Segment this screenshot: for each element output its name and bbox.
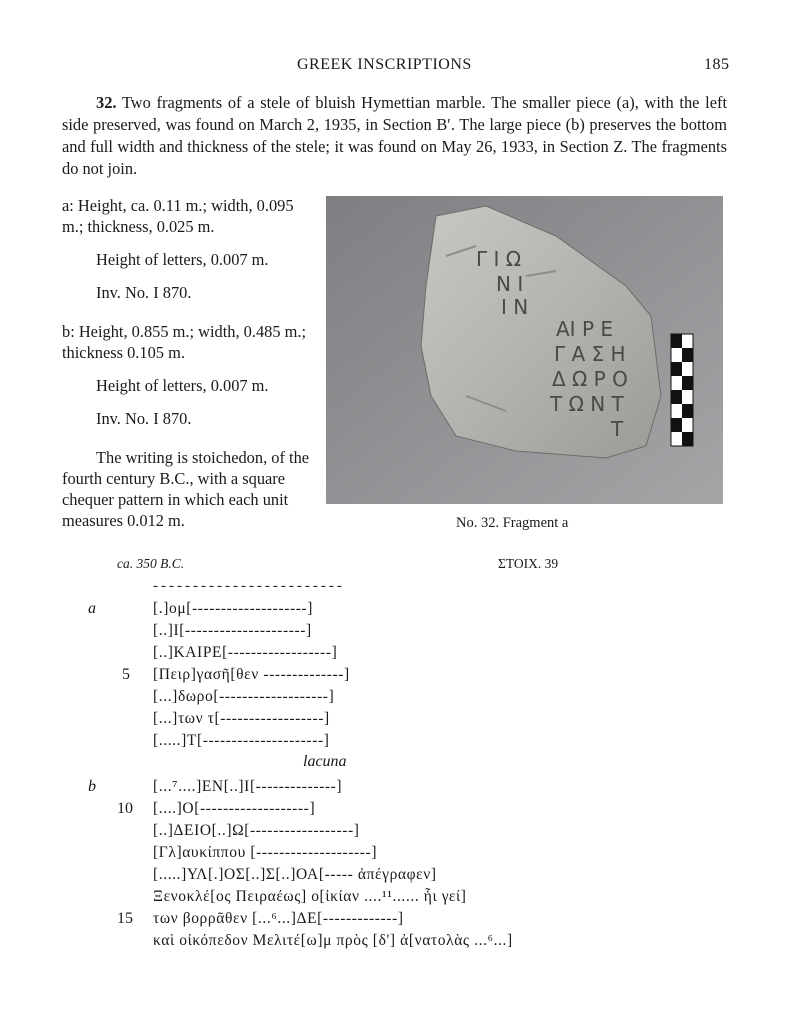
inscription-line: [..]ΚΑΙΡΕ[------------------] [153, 644, 338, 661]
stone-letters: Ι Ν [501, 295, 529, 319]
inscription-line: [Γλ]αυκίππου [--------------------] [153, 844, 378, 861]
inscription-line: [.....]Τ[---------------------] [153, 732, 330, 749]
inscription-line: [Πειρ]γασῆ[θεν --------------] [153, 666, 350, 683]
stone-letters: ΑΙ Ρ Ε [556, 317, 613, 341]
page-number: 185 [704, 56, 730, 73]
stoichedon-count: ΣΤΟΙΧ. 39 [498, 556, 559, 571]
line-number: 10 [117, 800, 133, 817]
inscription-line: [.....]ΥΛ[.]ΟΣ[..]Σ[..]ΟΑ[----- ἀπέγραφεν] [153, 866, 437, 883]
fragment-b-inventory: Inv. No. I 870. [96, 409, 192, 428]
scale-bar [671, 334, 693, 446]
stone-letters: Γ Ι Ω [476, 247, 522, 271]
inscription-line: [..]Ι[---------------------] [153, 622, 312, 639]
stone-letters: Τ Ω Ν Τ [550, 392, 624, 416]
top-dash-line: ------------------------ [153, 578, 345, 594]
inscription-line: [...]των τ[------------------] [153, 710, 330, 727]
lacuna-label: lacuna [303, 753, 347, 770]
stone-letters: Ν Ι [496, 272, 524, 296]
fragment-a-inventory: Inv. No. I 870. [96, 283, 192, 302]
inscription-line: καὶ οἰκόπεδον Μελιτέ[ω]μ πρὸς [δ'] ἀ[νατολὰς ...⁶...] [153, 932, 513, 949]
inscription-line: [...⁷....]ΕΝ[..]Ι[--------------] [153, 778, 343, 795]
inscription-line: Ξενοκλέ[ος Πειραέως] ο[ἰκίαν ....¹¹...... ἧι γεί] [153, 888, 467, 905]
fragment-photo [326, 196, 723, 504]
fragment-a-dimensions: a: Height, ca. 0.11 m.; width, 0.095 m.; thickness, 0.025 m. [62, 196, 294, 236]
intro-text: Two fragments of a stele of bluish Hymettian marble. The smaller piece (a), with the left side preserved, was found on March 2, 1935, in Section Bʹ. The large piece (b) preserves the bottom and full width and thickness of the stele; it was found on May 26, 1933, in Section Z. The fragments do not join. [62, 93, 727, 178]
photo-caption: No. 32. Fragment a [456, 515, 569, 531]
fragment-b-label: b [88, 778, 96, 795]
fragment-a-label: a [88, 600, 96, 617]
fragment-b-letter-height: Height of letters, 0.007 m. [96, 376, 269, 395]
stone-letters: Δ Ω Ρ Ο [552, 367, 628, 391]
inscription-line: [.]ομ[--------------------] [153, 600, 314, 617]
inscription-line: [..]ΔΕΙΟ[..]Ω[------------------] [153, 822, 360, 839]
stone-letters: Τ [611, 417, 624, 441]
writing-description: The writing is stoichedon, of the fourth century B.C., with a square chequer pattern in which each unit measures 0.012 m. [62, 448, 310, 530]
line-number: 5 [122, 666, 130, 683]
fragment-photo-drawing [326, 196, 723, 504]
inscription-date: ca. 350 B.C. [117, 556, 185, 571]
line-number: 15 [117, 910, 133, 927]
inscription-line: [...]δωρο[-------------------] [153, 688, 335, 705]
entry-number: 32. [96, 93, 117, 112]
fragment-b-dimensions: b: Height, 0.855 m.; width, 0.485 m.; thickness 0.105 m. [62, 322, 307, 362]
intro-paragraph [62, 92, 727, 180]
fragment-a-letter-height: Height of letters, 0.007 m. [96, 250, 269, 269]
running-header-title: GREEK INSCRIPTIONS [297, 56, 472, 73]
inscription-line: [....]Ο[-------------------] [153, 800, 316, 817]
inscription-line: των βορρᾶθεν [...⁶...]ΔΕ[-------------] [153, 910, 404, 927]
measurements-column [62, 195, 312, 531]
stone-letters: Γ Α Σ Η [554, 342, 626, 366]
